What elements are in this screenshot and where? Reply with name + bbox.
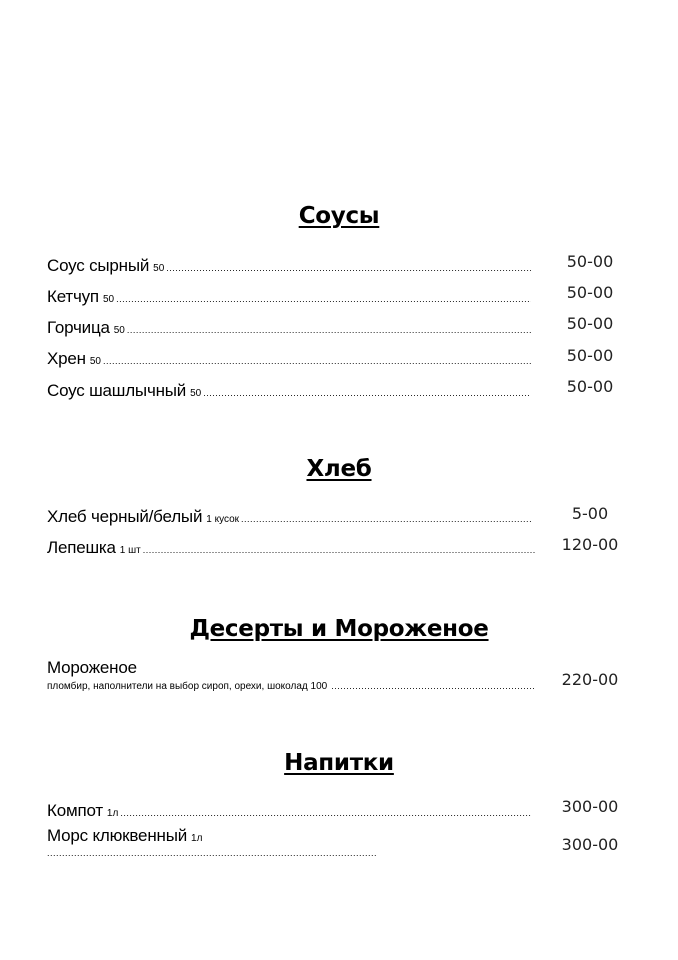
item-portion: 50 bbox=[102, 294, 115, 305]
item-price: 50-00 bbox=[566, 346, 614, 365]
item-price: 50-00 bbox=[566, 283, 614, 302]
dot-leader bbox=[241, 514, 531, 524]
item-name: Лепешка bbox=[47, 538, 116, 557]
dot-leader bbox=[166, 263, 531, 273]
item-portion: 1 шт bbox=[119, 545, 141, 556]
menu-item bbox=[47, 318, 531, 338]
item-name: Мороженое bbox=[47, 658, 137, 677]
menu-item bbox=[47, 826, 347, 846]
item-name: Соус шашлычный bbox=[47, 381, 187, 400]
item-price: 120-00 bbox=[561, 535, 619, 554]
item-name: Морс клюквенный bbox=[47, 826, 188, 845]
item-portion: 50 bbox=[89, 356, 101, 367]
menu-item bbox=[47, 658, 347, 678]
item-portion: 1 кусок bbox=[206, 514, 240, 525]
item-price: 300-00 bbox=[561, 835, 619, 854]
item-portion: 50 bbox=[113, 325, 125, 336]
section-title-bread: Хлеб bbox=[306, 456, 372, 482]
item-name: Горчица bbox=[47, 318, 110, 337]
item-description: пломбир, наполнители на выбор сироп, орехи, шоколад 100 bbox=[47, 681, 328, 692]
section-title-drinks: Напитки bbox=[284, 750, 394, 776]
item-name: Компот bbox=[47, 801, 103, 820]
menu-item bbox=[47, 256, 531, 276]
dot-leader bbox=[127, 325, 531, 335]
menu-item bbox=[47, 507, 531, 527]
menu-item bbox=[47, 349, 531, 369]
item-price: 300-00 bbox=[561, 797, 619, 816]
item-price: 50-00 bbox=[566, 314, 614, 333]
item-price: 50-00 bbox=[566, 377, 614, 396]
section-title-desserts: Десерты и Мороженое bbox=[189, 616, 489, 642]
item-portion: 1л bbox=[106, 808, 119, 819]
item-price: 50-00 bbox=[566, 252, 614, 271]
dot-leader bbox=[116, 294, 531, 304]
item-name: Соус сырный bbox=[47, 256, 150, 275]
item-name: Хлеб черный/белый bbox=[47, 507, 203, 526]
dot-leader bbox=[203, 388, 531, 398]
item-price: 5-00 bbox=[571, 504, 609, 523]
item-portion: 1л bbox=[191, 833, 203, 844]
item-portion: 50 bbox=[153, 263, 165, 274]
dot-leader bbox=[103, 356, 531, 366]
menu-item bbox=[47, 381, 531, 401]
menu-item bbox=[47, 287, 531, 307]
dot-leader bbox=[143, 545, 535, 555]
section-title-sauces: Соусы bbox=[298, 203, 380, 229]
item-price: 220-00 bbox=[561, 670, 619, 689]
item-portion: 50 bbox=[190, 388, 202, 399]
menu-item bbox=[47, 801, 531, 821]
item-name: Хрен bbox=[47, 349, 86, 368]
item-name: Кетчуп bbox=[47, 287, 99, 306]
dot-leader bbox=[331, 681, 535, 691]
dot-leader bbox=[120, 808, 531, 818]
menu-item bbox=[47, 538, 535, 558]
dot-leader bbox=[47, 848, 377, 858]
item-description-row bbox=[47, 681, 535, 692]
